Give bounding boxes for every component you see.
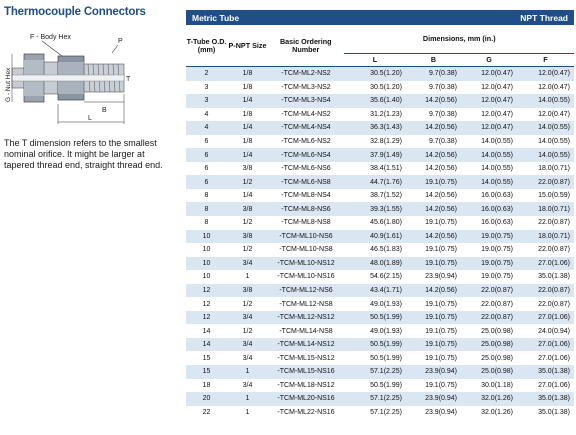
cell-tube-od: 22 (186, 406, 227, 420)
cell-tube-od: 15 (186, 365, 227, 379)
cell-g: 16.0(0.63) (461, 202, 517, 216)
cell-pnpt: 1/4 (227, 148, 268, 162)
cell-g: 14.0(0.55) (461, 175, 517, 189)
cell-l: 32.8(1.29) (344, 135, 406, 149)
cell-pnpt: 1 (227, 392, 268, 406)
cell-tube-od: 12 (186, 311, 227, 325)
cell-b: 14.2(0.56) (406, 121, 461, 135)
cell-g: 12.0(0.47) (461, 108, 517, 122)
cell-tube-od: 8 (186, 189, 227, 203)
cell-f: 14.0(0.55) (517, 121, 574, 135)
banner-metric-tube: Metric Tube (192, 12, 240, 23)
l-label: L (88, 115, 92, 122)
cell-ordering-number: -TCM-ML10-NS8 (268, 243, 344, 257)
table-row (186, 351, 574, 365)
cell-ordering-number: -TCM-ML14-NS8 (268, 324, 344, 338)
cell-pnpt: 3/8 (227, 230, 268, 244)
cell-f: 18.0(0.71) (517, 162, 574, 176)
table-row (186, 338, 574, 352)
cell-tube-od: 2 (186, 67, 227, 81)
cell-l: 49.0(1.93) (344, 297, 406, 311)
dimensions-table (186, 25, 574, 419)
cell-ordering-number: -TCM-ML12-NS8 (268, 297, 344, 311)
cell-g: 12.0(0.47) (461, 94, 517, 108)
cell-b: 19.1(0.75) (406, 175, 461, 189)
cell-l: 50.5(1.99) (344, 379, 406, 393)
cell-f: 35.0(1.38) (517, 406, 574, 420)
cell-pnpt: 3/4 (227, 338, 268, 352)
cell-pnpt: 1/4 (227, 189, 268, 203)
cell-f: 22.0(0.87) (517, 216, 574, 230)
cell-g: 14.0(0.55) (461, 162, 517, 176)
body-hex-label: F - Body Hex (30, 34, 71, 41)
header-pnpt: P-NPT Size (227, 25, 268, 67)
cell-b: 19.1(0.75) (406, 257, 461, 271)
header-dimensions: Dimensions, mm (in.) (344, 25, 574, 54)
cell-f: 14.0(0.55) (517, 135, 574, 149)
cell-f: 22.0(0.87) (517, 284, 574, 298)
cell-ordering-number: -TCM-ML6-NS8 (268, 175, 344, 189)
cell-l: 57.1(2.25) (344, 406, 406, 420)
cell-l: 44.7(1.76) (344, 175, 406, 189)
cell-f: 24.0(0.94) (517, 324, 574, 338)
cell-g: 25.0(0.98) (461, 338, 517, 352)
cell-l: 38.7(1.52) (344, 189, 406, 203)
table-row (186, 202, 574, 216)
cell-ordering-number: -TCM-ML15-NS12 (268, 351, 344, 365)
cell-tube-od: 8 (186, 216, 227, 230)
cell-f: 18.0(0.71) (517, 202, 574, 216)
cell-pnpt: 3/8 (227, 162, 268, 176)
cell-pnpt: 3/4 (227, 257, 268, 271)
cell-f: 35.0(1.38) (517, 270, 574, 284)
cell-pnpt: 1/8 (227, 135, 268, 149)
cell-g: 32.0(1.26) (461, 392, 517, 406)
table-row (186, 311, 574, 325)
cell-f: 35.0(1.38) (517, 392, 574, 406)
cell-g: 25.0(0.98) (461, 351, 517, 365)
nut-hex-label: G - Nut Hex (5, 67, 12, 102)
cell-b: 9.7(0.38) (406, 108, 461, 122)
cell-tube-od: 6 (186, 135, 227, 149)
cell-b: 14.2(0.56) (406, 162, 461, 176)
cell-b: 14.2(0.56) (406, 148, 461, 162)
cell-pnpt: 1 (227, 270, 268, 284)
header-l: L (344, 54, 406, 67)
cell-l: 57.1(2.25) (344, 392, 406, 406)
cell-ordering-number: -TCM-ML12-NS6 (268, 284, 344, 298)
cell-tube-od: 10 (186, 257, 227, 271)
cell-tube-od: 4 (186, 121, 227, 135)
t-dimension-note: The T dimension refers to the smallest nominal orifice. It might be larger at tapered thread end, straight thread end. (4, 138, 163, 170)
table-row (186, 121, 574, 135)
cell-f: 27.0(1.06) (517, 311, 574, 325)
cell-b: 9.7(0.38) (406, 81, 461, 95)
table-row (186, 284, 574, 298)
cell-ordering-number: -TCM-ML8-NS4 (268, 189, 344, 203)
cell-g: 19.0(0.75) (461, 243, 517, 257)
cell-pnpt: 3/8 (227, 284, 268, 298)
cell-tube-od: 14 (186, 338, 227, 352)
cell-pnpt: 1/2 (227, 175, 268, 189)
cell-l: 50.5(1.99) (344, 311, 406, 325)
cell-f: 18.0(0.71) (517, 230, 574, 244)
cell-l: 39.3(1.55) (344, 202, 406, 216)
cell-ordering-number: -TCM-ML4-NS2 (268, 108, 344, 122)
cell-g: 16.0(0.63) (461, 216, 517, 230)
header-tube-od: T-Tube O.D. (mm) (186, 25, 227, 67)
table-row (186, 148, 574, 162)
cell-b: 19.1(0.75) (406, 379, 461, 393)
cell-g: 12.0(0.47) (461, 121, 517, 135)
cell-l: 35.6(1.40) (344, 94, 406, 108)
cell-ordering-number: -TCM-ML6-NS2 (268, 135, 344, 149)
cell-b: 14.2(0.56) (406, 94, 461, 108)
table-row (186, 257, 574, 271)
cell-b: 9.7(0.38) (406, 67, 461, 81)
cell-tube-od: 6 (186, 175, 227, 189)
cell-tube-od: 4 (186, 108, 227, 122)
cell-ordering-number: -TCM-ML12-NS12 (268, 311, 344, 325)
cell-pnpt: 3/4 (227, 351, 268, 365)
cell-b: 23.9(0.94) (406, 406, 461, 420)
cell-tube-od: 10 (186, 230, 227, 244)
table-row (186, 135, 574, 149)
cell-b: 23.9(0.94) (406, 365, 461, 379)
table-row (186, 175, 574, 189)
cell-f: 27.0(1.06) (517, 379, 574, 393)
cell-l: 43.4(1.71) (344, 284, 406, 298)
table-row (186, 81, 574, 95)
left-panel (0, 0, 178, 435)
header-b: B (406, 54, 461, 67)
cell-l: 31.2(1.23) (344, 108, 406, 122)
cell-ordering-number: -TCM-ML10-NS6 (268, 230, 344, 244)
cell-b: 23.9(0.94) (406, 270, 461, 284)
cell-tube-od: 14 (186, 324, 227, 338)
table-banner (186, 10, 574, 25)
header-g: G (461, 54, 517, 67)
cell-g: 22.0(0.87) (461, 284, 517, 298)
table-row (186, 230, 574, 244)
table-row (186, 67, 574, 81)
cell-l: 50.5(1.99) (344, 338, 406, 352)
cell-tube-od: 10 (186, 270, 227, 284)
cell-b: 23.9(0.94) (406, 392, 461, 406)
cell-f: 22.0(0.87) (517, 297, 574, 311)
table-row (186, 365, 574, 379)
cell-g: 19.0(0.75) (461, 230, 517, 244)
cell-ordering-number: -TCM-ML10-NS16 (268, 270, 344, 284)
header-f: F (517, 54, 574, 67)
table-row (186, 406, 574, 420)
cell-l: 54.6(2.15) (344, 270, 406, 284)
cell-g: 22.0(0.87) (461, 297, 517, 311)
cell-tube-od: 12 (186, 284, 227, 298)
cell-b: 19.1(0.75) (406, 351, 461, 365)
table-row (186, 243, 574, 257)
cell-ordering-number: -TCM-ML6-NS6 (268, 162, 344, 176)
cell-b: 19.1(0.75) (406, 338, 461, 352)
cell-l: 49.0(1.93) (344, 324, 406, 338)
cell-ordering-number: -TCM-ML10-NS12 (268, 257, 344, 271)
table-row (186, 162, 574, 176)
cell-f: 14.0(0.55) (517, 94, 574, 108)
table-row (186, 216, 574, 230)
cell-tube-od: 20 (186, 392, 227, 406)
cell-f: 27.0(1.06) (517, 338, 574, 352)
p-label: P (118, 38, 123, 45)
cell-l: 36.3(1.43) (344, 121, 406, 135)
table-row (186, 297, 574, 311)
section-title: Thermocouple Connectors (4, 6, 146, 18)
cell-f: 15.0(0.59) (517, 189, 574, 203)
cell-f: 22.0(0.87) (517, 175, 574, 189)
table-row (186, 324, 574, 338)
cell-g: 19.0(0.75) (461, 257, 517, 271)
cell-f: 12.0(0.47) (517, 67, 574, 81)
cell-pnpt: 1/2 (227, 243, 268, 257)
cell-g: 12.0(0.47) (461, 81, 517, 95)
cell-g: 25.0(0.98) (461, 365, 517, 379)
cell-tube-od: 18 (186, 379, 227, 393)
cell-g: 19.0(0.75) (461, 270, 517, 284)
cell-f: 12.0(0.47) (517, 81, 574, 95)
cell-f: 35.0(1.38) (517, 365, 574, 379)
cell-l: 37.9(1.49) (344, 148, 406, 162)
cell-pnpt: 3/4 (227, 311, 268, 325)
cell-f: 27.0(1.06) (517, 351, 574, 365)
cell-ordering-number: -TCM-ML22-NS16 (268, 406, 344, 420)
header-basic-ordering: Basic Ordering Number (268, 25, 344, 67)
cell-pnpt: 1/2 (227, 297, 268, 311)
cell-pnpt: 1/8 (227, 67, 268, 81)
cell-l: 50.5(1.99) (344, 351, 406, 365)
cell-g: 30.0(1.18) (461, 379, 517, 393)
cell-l: 40.9(1.61) (344, 230, 406, 244)
cell-l: 57.1(2.25) (344, 365, 406, 379)
table-row (186, 270, 574, 284)
table-row (186, 189, 574, 203)
cell-pnpt: 1 (227, 365, 268, 379)
cell-b: 14.2(0.56) (406, 230, 461, 244)
cell-l: 30.5(1.20) (344, 67, 406, 81)
cell-g: 22.0(0.87) (461, 311, 517, 325)
table-row (186, 94, 574, 108)
cell-g: 14.0(0.55) (461, 148, 517, 162)
cell-ordering-number: -TCM-ML8-NS6 (268, 202, 344, 216)
cell-ordering-number: -TCM-ML15-NS16 (268, 365, 344, 379)
cell-pnpt: 1/2 (227, 216, 268, 230)
cell-pnpt: 1/8 (227, 81, 268, 95)
cell-pnpt: 1/2 (227, 324, 268, 338)
cell-b: 9.7(0.38) (406, 135, 461, 149)
cell-tube-od: 12 (186, 297, 227, 311)
cell-g: 12.0(0.47) (461, 67, 517, 81)
cell-g: 16.0(0.63) (461, 189, 517, 203)
dimensions-table-panel (186, 10, 574, 419)
cell-ordering-number: -TCM-ML18-NS12 (268, 379, 344, 393)
cell-l: 48.0(1.89) (344, 257, 406, 271)
connector-diagram (2, 28, 178, 128)
cell-l: 45.6(1.80) (344, 216, 406, 230)
cell-b: 19.1(0.75) (406, 243, 461, 257)
cell-g: 32.0(1.26) (461, 406, 517, 420)
cell-b: 14.2(0.56) (406, 202, 461, 216)
cell-tube-od: 6 (186, 162, 227, 176)
cell-tube-od: 10 (186, 243, 227, 257)
cell-tube-od: 15 (186, 351, 227, 365)
table-row (186, 108, 574, 122)
cell-pnpt: 1/4 (227, 121, 268, 135)
cell-tube-od: 3 (186, 94, 227, 108)
t-label: T (126, 76, 131, 83)
cell-ordering-number: -TCM-ML3-NS4 (268, 94, 344, 108)
cell-b: 19.1(0.75) (406, 324, 461, 338)
banner-npt-thread: NPT Thread (520, 12, 568, 23)
cell-pnpt: 3/4 (227, 379, 268, 393)
cell-ordering-number: -TCM-ML20-NS16 (268, 392, 344, 406)
cell-g: 14.0(0.55) (461, 135, 517, 149)
cell-pnpt: 1/4 (227, 94, 268, 108)
cell-ordering-number: -TCM-ML14-NS12 (268, 338, 344, 352)
cell-b: 14.2(0.56) (406, 189, 461, 203)
cell-ordering-number: -TCM-ML8-NS8 (268, 216, 344, 230)
cell-pnpt: 1/8 (227, 108, 268, 122)
cell-tube-od: 6 (186, 148, 227, 162)
cell-b: 14.2(0.56) (406, 284, 461, 298)
cell-l: 30.5(1.20) (344, 81, 406, 95)
cell-ordering-number: -TCM-ML2-NS2 (268, 67, 344, 81)
cell-tube-od: 8 (186, 202, 227, 216)
cell-b: 19.1(0.75) (406, 311, 461, 325)
cell-g: 25.0(0.98) (461, 324, 517, 338)
cell-tube-od: 3 (186, 81, 227, 95)
cell-l: 38.4(1.51) (344, 162, 406, 176)
b-label: B (102, 107, 107, 114)
table-body (186, 67, 574, 420)
table-row (186, 379, 574, 393)
cell-l: 46.5(1.83) (344, 243, 406, 257)
cell-f: 12.0(0.47) (517, 108, 574, 122)
cell-f: 22.0(0.87) (517, 243, 574, 257)
cell-ordering-number: -TCM-ML3-NS2 (268, 81, 344, 95)
cell-f: 27.0(1.06) (517, 257, 574, 271)
cell-pnpt: 1 (227, 406, 268, 420)
cell-ordering-number: -TCM-ML4-NS4 (268, 121, 344, 135)
table-row (186, 392, 574, 406)
cell-ordering-number: -TCM-ML6-NS4 (268, 148, 344, 162)
cell-b: 19.1(0.75) (406, 297, 461, 311)
cell-b: 19.1(0.75) (406, 216, 461, 230)
cell-f: 14.0(0.55) (517, 148, 574, 162)
cell-pnpt: 3/8 (227, 202, 268, 216)
